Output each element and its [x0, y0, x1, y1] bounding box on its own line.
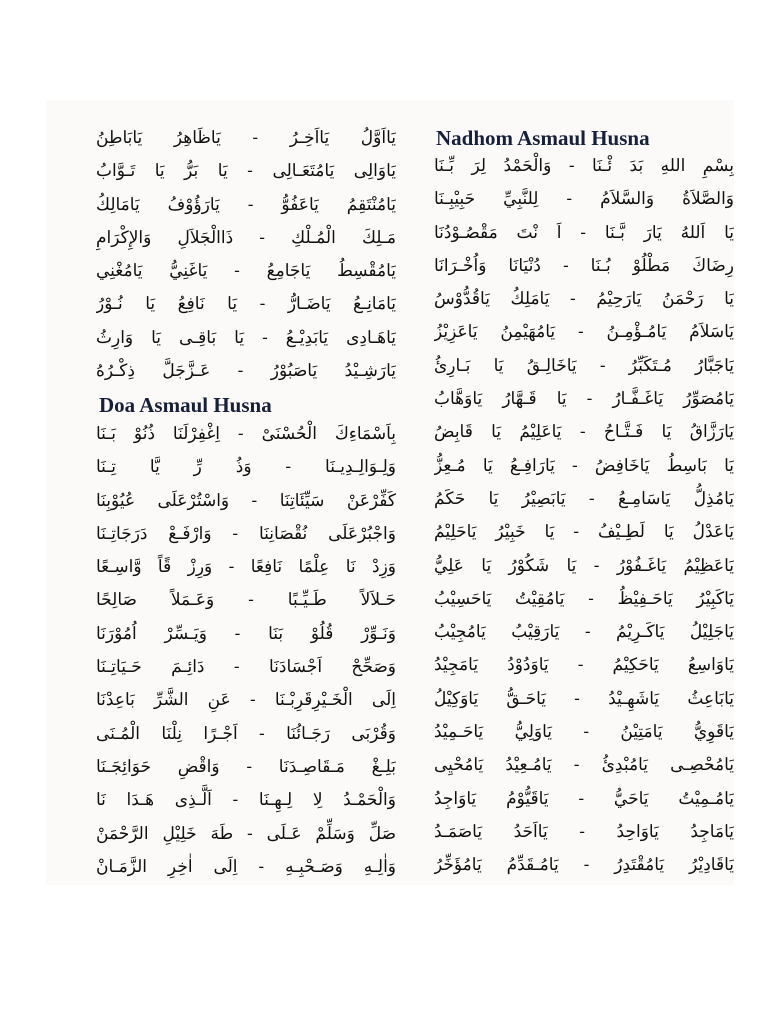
verse-line: حَـلاَلاً طَـيِّـبًا - وَعَـمَلاً صَالِحًا [96, 590, 396, 611]
verse-line: وَنَـوِّرْ قُلُوْ بَنَا - وَيَـسِّرْ اُمُوْرَنَا [96, 623, 396, 644]
verse-line: يَامُحْصِـى يَامُبْدِئُ - يَامُـعِيْدُ يَامُحْيِى [434, 755, 734, 776]
verse-line: يَاعَدْلُ يَا لَطِـيْفُ - يَا خَبِيْرُ يَاحَلِيْمُ [434, 522, 734, 543]
verse-line: وَصَحِّحْ اَجْسَادَنَا - دَائِـمَ حَـيَاتِـنَا [96, 657, 396, 678]
verse-line: كَفِّرْعَنْ سَيِّئَاتِنَا - وَاسْتُرْعَلَى عُيُوْبِنَا [96, 490, 396, 511]
verse-line: وَاٰلِـهِ وَصَـحْبِـهِ - اِلَى اٰخِرِ الزَّمَـانْ [96, 856, 396, 877]
verse-line: يَامَاجِدُ يَاوَاحِدُ - يَااَحَدُ يَاصَمَـدُ [434, 821, 734, 842]
verse-line: يَاكَبِيْرُ يَاحَـفِيْظُ - يَامُقِيْتُ يَاحَسِيْبُ [434, 588, 734, 609]
asmaul-husna-verses-continued [96, 122, 396, 388]
verse-line: يَاوَاسِعُ يَاحَكِيْمُ - يَاوَدُوْدُ يَامَجِيْدُ [434, 655, 734, 676]
verse-line: اِلَى الْخَـيْرِقَرِبْـنَا - عَنِ الشَّرِّ بَاعِدْنَا [96, 690, 396, 711]
verse-line: يَامَانِـعُ يَاضَـارُّ - يَا نَافِعُ يَا نُـوْرُ [96, 294, 396, 315]
verse-line: وَالصَّلاَةُ وَالسَّلاَمُ - لِلنَّبِيِّ حَبِيْبِـنَا [434, 189, 734, 210]
verse-line: يَامُـمِيْتُ يَاحَيُّ - يَاقَيُّوْمُ يَاوَاجِدُ [434, 788, 734, 809]
verse-line: صَلِّ وَسَلِّمْ عَـلَى - طَهَ خَلِيْلِ الرَّحْمَنْ [96, 823, 396, 844]
verse-line: بِسْمِ اللهِ بَدَ ئْـنَا - وَالْحَمْدُ لِرَ بِّـنَا [434, 156, 734, 176]
document-page [46, 100, 734, 885]
verse-line: يَاهَـادِى يَابَدِيْـعُ - يَا بَاقِـى يَا وَارِثُ [96, 327, 396, 348]
verse-line: يَاسَلاَمُ يَامُـؤْمِـنُ - يَامُهَيْمِنُ يَاعَزِيْزُ [434, 322, 734, 343]
verse-line: يَاوَالِى يَامُتَعَـالِى - يَا بَرُّ يَا تَـوَّابُ [96, 161, 396, 182]
verse-line: وَاجْبُرْعَلَى نُقْصَانِنَا - وَارْفَـعْ دَرَجَاتِـنَا [96, 523, 396, 544]
verse-line: بَلِـغْ مَـقَاصِـدَنَا - وَاقْضِ حَوَائِجَـنَا [96, 756, 396, 777]
verse-line: يَا اَللهُ يَارَ بَّـنَا - اَ نْتَ مَقْصُـوْدُنَا [434, 222, 734, 243]
nadhom-heading: Nadhom Asmaul Husna [436, 126, 650, 150]
verse-line: بِاَسْمَاءِكَ الْحُسْنَىْ - اِغْفِرْلَنَا ذُنُوْ بَـنَا [96, 424, 396, 444]
verse-line: وَزِدْ نَا عِلْمًا نَافِعًا - وَرِزْ قًاً وَّاسِـعًا [96, 557, 396, 578]
verse-line: يَاجَلِيْلُ يَاكَـرِيْمُ - يَارَقِيْبُ يَامُجِيْبُ [434, 622, 734, 643]
verse-line: يَاعَظِيْمُ يَاغَـفُوْرُ - يَا شَكُوْرُ يَا عَلِيُّ [434, 555, 734, 576]
verse-line: يَابَاعِثُ يَاشَهِـيْدُ - يَاحَـقُّ يَاوَكِيْلُ [434, 688, 734, 709]
verse-line: مَـلِكَ الْمُـلْكِ - ذَاالْجَلاَلِ وَالإِكْرَامِ [96, 227, 396, 248]
verse-line: وَالْحَمْـدُ لِا لِـهِـنَا - اَلَّـذِى هَـدَا نَا [96, 790, 396, 811]
verse-line: يَا بَاسِطُ يَاخَافِضُ - يَارَافِـعُ يَا مُـعِزُّ [434, 455, 734, 476]
nadhom-verses [434, 150, 734, 883]
doa-verses [96, 418, 396, 884]
verse-line: يَاقَادِيْرُ يَامُقْتَدِرُ - يَامُـقَدِّمُ يَامُؤَخِّرُ [434, 855, 734, 876]
verse-line: يَاجَبَّارُ مُـتَكَبِّرُ - يَاخَالِـقُ يَا بَـارِئُ [434, 355, 734, 376]
verse-line: يَامُصَوِّرُ يَاغَـفَّـارُ - يَا قَـهَّارُ يَاوَهَّابُ [434, 389, 734, 410]
verse-line: يَاقَوِيُّ يَامَتِيْنُ - يَاوَلِيُّ يَاحَـمِيْدُ [434, 722, 734, 743]
verse-line: يَارَزَّاقُ يَا فَـتَّـاحُ - يَاعَلِيْمُ يَا قَابِضُ [434, 422, 734, 443]
verse-line: يَامُقْسِطُ يَاجَامِعُ - يَاغَنِيُّ يَامُغْنِي [96, 261, 396, 282]
doa-heading: Doa Asmaul Husna [99, 393, 272, 417]
verse-line: يَا رَحْمَنُ يَارَحِيْمُ - يَامَلِكُ يَاقُدُّوْسُ [434, 289, 734, 310]
verse-line: يَامُذِلُّ يَاسَامِـعُ - يَابَصِيْرُ يَا حَكَمُ [434, 488, 734, 509]
verse-line: وَلِـوَالِـدِيـنَا - وَذُ رِّ يَّا تِـنَا [96, 457, 396, 478]
verse-line: يَارَشِـيْدُ يَاصَبُوْرُ - عَـزَّجَلَّ ذِكْـرُهُ [96, 361, 396, 382]
verse-line: وَقُرْبَى رَجَـائُنَا - اَجْـرًا نِلْنَا الْمُـنَى [96, 723, 396, 744]
verse-line: رِضَاكَ مَطْلُوْ بُـنَا - دُنْيَانَا وَاُخْـرَانَا [434, 255, 734, 276]
verse-line: يَااَوَّلُ يَااَخِـرُ - يَاظَاهِرُ يَابَاطِنُ [96, 128, 396, 148]
verse-line: يَامُنْتَقِمُ يَاعَفُوُّ - يَارَؤُوْفُ يَامَالِكُ [96, 194, 396, 215]
